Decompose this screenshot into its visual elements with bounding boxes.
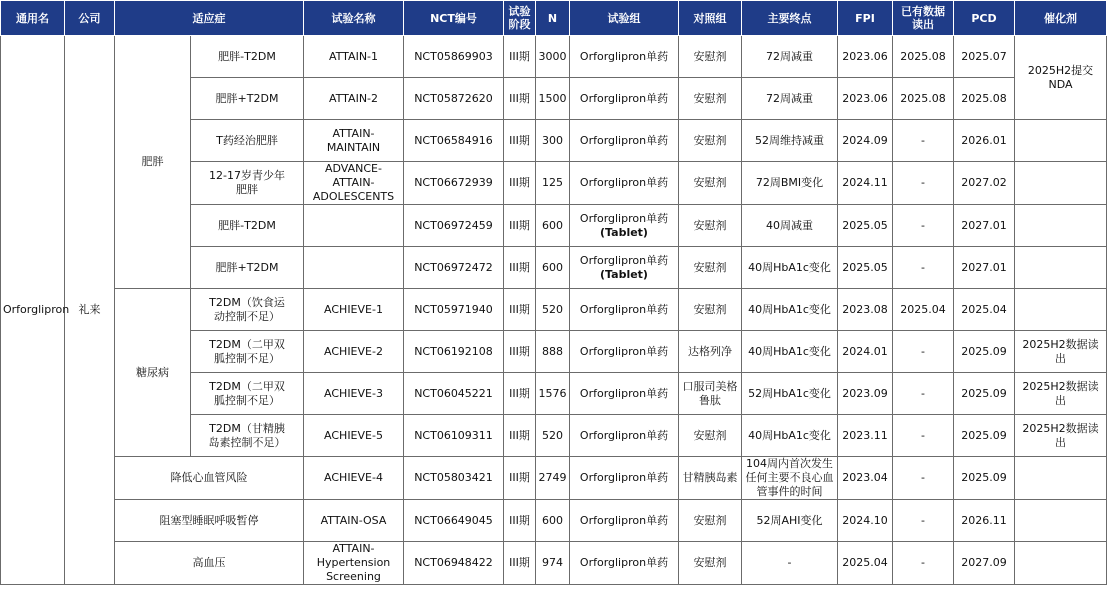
arm-cell xyxy=(570,205,679,247)
control-cell: 甘精胰岛素 xyxy=(679,457,742,500)
catalyst-cell xyxy=(1015,500,1107,542)
readout-cell: - xyxy=(893,500,954,542)
phase-cell: III期 xyxy=(504,542,536,585)
phase-cell: III期 xyxy=(504,36,536,78)
arm-drug-label: Orforglipron单药 xyxy=(579,49,669,63)
fpi-cell: 2023.04 xyxy=(838,457,893,500)
header-nct: NCT编号 xyxy=(404,1,504,36)
trial-name-cell: ATTAIN-OSA xyxy=(304,500,404,542)
control-cell: 安慰剂 xyxy=(679,205,742,247)
nct-cell: NCT06649045 xyxy=(404,500,504,542)
fpi-cell: 2023.09 xyxy=(838,373,893,415)
table-header-row xyxy=(1,1,1107,36)
arm-drug-label: Orforglipron单药 xyxy=(579,176,669,189)
endpoint-cell: 104周内首次发生 任何主要不良心血 管事件的时间 xyxy=(742,457,838,500)
arm-cell xyxy=(570,373,679,415)
catalyst-cell xyxy=(1015,120,1107,162)
readout-cell: 2025.04 xyxy=(893,289,954,331)
n-cell: 974 xyxy=(536,542,570,585)
trial-name-cell xyxy=(304,205,404,247)
trial-name-cell xyxy=(304,247,404,289)
readout-cell: - xyxy=(893,457,954,500)
endpoint-cell: 72周减重 xyxy=(742,36,838,78)
endpoint-cell: 40周HbA1c变化 xyxy=(742,247,838,289)
table-row xyxy=(1,542,1107,585)
arm-cell xyxy=(570,500,679,542)
fpi-cell: 2024.11 xyxy=(838,162,893,205)
trial-name-cell: ATTAIN- MAINTAIN xyxy=(304,120,404,162)
catalyst-cell: 2025H2数据读出 xyxy=(1015,331,1107,373)
indication-cell: T2DM（甘精胰 岛素控制不足） xyxy=(191,415,304,457)
control-cell: 安慰剂 xyxy=(679,289,742,331)
header-pcd: PCD xyxy=(954,1,1015,36)
arm-formulation-note: (Tablet) xyxy=(600,267,648,281)
company-cell: 礼来 xyxy=(65,36,115,585)
nct-cell: NCT06192108 xyxy=(404,331,504,373)
fpi-cell: 2024.01 xyxy=(838,331,893,373)
indication-cell: 12-17岁青少年 肥胖 xyxy=(191,162,304,205)
control-cell: 安慰剂 xyxy=(679,500,742,542)
control-cell: 安慰剂 xyxy=(679,78,742,120)
n-cell: 600 xyxy=(536,247,570,289)
nct-cell: NCT06948422 xyxy=(404,542,504,585)
arm-drug-label: Orforglipron单药 xyxy=(579,556,669,569)
table-row xyxy=(1,457,1107,500)
header-catalyst: 催化剂 xyxy=(1015,1,1107,36)
catalyst-cell: 2025H2数据读出 xyxy=(1015,415,1107,457)
header-n: N xyxy=(536,1,570,36)
arm-cell xyxy=(570,78,679,120)
header-control: 对照组 xyxy=(679,1,742,36)
arm-cell xyxy=(570,331,679,373)
indication-cell: 降低心血管风险 xyxy=(115,457,304,500)
endpoint-cell: 40周HbA1c变化 xyxy=(742,415,838,457)
fpi-cell: 2023.08 xyxy=(838,289,893,331)
phase-cell: III期 xyxy=(504,373,536,415)
fpi-cell: 2024.09 xyxy=(838,120,893,162)
n-cell: 888 xyxy=(536,331,570,373)
nct-cell: NCT05803421 xyxy=(404,457,504,500)
arm-cell xyxy=(570,542,679,585)
arm-cell xyxy=(570,289,679,331)
header-indication: 适应症 xyxy=(115,1,304,36)
control-cell: 安慰剂 xyxy=(679,415,742,457)
drug-name-cell: Orforglipron xyxy=(1,36,65,585)
pcd-cell: 2025.09 xyxy=(954,457,1015,500)
catalyst-cell xyxy=(1015,205,1107,247)
trial-name-cell: ACHIEVE-1 xyxy=(304,289,404,331)
n-cell: 1500 xyxy=(536,78,570,120)
indication-cell: T药经治肥胖 xyxy=(191,120,304,162)
group-obesity-cell: 肥胖 xyxy=(115,36,191,289)
arm-cell xyxy=(570,457,679,500)
phase-cell: III期 xyxy=(504,415,536,457)
nct-cell: NCT05872620 xyxy=(404,78,504,120)
phase-cell: III期 xyxy=(504,331,536,373)
trial-name-cell: ATTAIN-1 xyxy=(304,36,404,78)
indication-cell: T2DM（二甲双 胍控制不足） xyxy=(191,331,304,373)
arm-drug-label: Orforglipron单药 xyxy=(579,513,669,527)
arm-cell xyxy=(570,120,679,162)
n-cell: 2749 xyxy=(536,457,570,500)
nct-cell: NCT06584916 xyxy=(404,120,504,162)
readout-cell: - xyxy=(893,205,954,247)
arm-cell xyxy=(570,36,679,78)
phase-cell: III期 xyxy=(504,205,536,247)
phase-cell: III期 xyxy=(504,247,536,289)
pcd-cell: 2027.01 xyxy=(954,205,1015,247)
n-cell: 520 xyxy=(536,289,570,331)
header-trial-name: 试验名称 xyxy=(304,1,404,36)
pcd-cell: 2025.09 xyxy=(954,331,1015,373)
trial-name-cell: ACHIEVE-5 xyxy=(304,415,404,457)
n-cell: 600 xyxy=(536,500,570,542)
catalyst-cell: 2025H2数据读出 xyxy=(1015,373,1107,415)
arm-drug-label: Orforglipron单药 xyxy=(579,344,669,358)
header-company: 公司 xyxy=(65,1,115,36)
header-fpi: FPI xyxy=(838,1,893,36)
phase-cell: III期 xyxy=(504,162,536,205)
phase-cell: III期 xyxy=(504,500,536,542)
arm-drug-label: Orforglipron单药 xyxy=(579,428,669,442)
table-row xyxy=(1,500,1107,542)
n-cell: 520 xyxy=(536,415,570,457)
control-cell: 口服司美格 鲁肽 xyxy=(679,373,742,415)
trial-name-cell: ATTAIN-2 xyxy=(304,78,404,120)
trial-name-cell: ACHIEVE-2 xyxy=(304,331,404,373)
phase-cell: III期 xyxy=(504,78,536,120)
nct-cell: NCT06972472 xyxy=(404,247,504,289)
readout-cell: 2025.08 xyxy=(893,36,954,78)
pcd-cell: 2026.11 xyxy=(954,500,1015,542)
control-cell: 安慰剂 xyxy=(679,542,742,585)
arm-drug-label: Orforglipron单药 xyxy=(579,91,669,105)
group-diabetes-cell: 糖尿病 xyxy=(115,289,191,457)
endpoint-cell: 72周BMI变化 xyxy=(742,162,838,205)
nct-cell: NCT05971940 xyxy=(404,289,504,331)
indication-cell: 肥胖+T2DM xyxy=(191,247,304,289)
nct-cell: NCT06972459 xyxy=(404,205,504,247)
fpi-cell: 2023.06 xyxy=(838,78,893,120)
nct-cell: NCT06672939 xyxy=(404,162,504,205)
nct-cell: NCT06045221 xyxy=(404,373,504,415)
table-row xyxy=(1,36,1107,78)
readout-cell: - xyxy=(893,415,954,457)
header-readout: 已有数据 读出 xyxy=(893,1,954,36)
readout-cell: 2025.08 xyxy=(893,78,954,120)
endpoint-cell: - xyxy=(742,542,838,585)
endpoint-cell: 52周AHI变化 xyxy=(742,500,838,542)
header-phase: 试验 阶段 xyxy=(504,1,536,36)
trial-name-cell: ACHIEVE-4 xyxy=(304,457,404,500)
arm-drug-label: Orforglipron单药 xyxy=(579,471,669,484)
readout-cell: - xyxy=(893,373,954,415)
endpoint-cell: 52周维持减重 xyxy=(742,120,838,162)
header-endpoint: 主要终点 xyxy=(742,1,838,36)
indication-cell: 肥胖-T2DM xyxy=(191,36,304,78)
trial-name-cell: ADVANCE- ATTAIN- ADOLESCENTS xyxy=(304,162,404,205)
pcd-cell: 2025.04 xyxy=(954,289,1015,331)
arm-formulation-note: (Tablet) xyxy=(600,225,648,239)
fpi-cell: 2023.06 xyxy=(838,36,893,78)
readout-cell: - xyxy=(893,120,954,162)
pcd-cell: 2025.09 xyxy=(954,415,1015,457)
arm-drug-label: Orforglipron单药 xyxy=(579,253,669,267)
catalyst-cell xyxy=(1015,542,1107,585)
indication-cell: T2DM（饮食运 动控制不足） xyxy=(191,289,304,331)
catalyst-cell xyxy=(1015,162,1107,205)
readout-cell: - xyxy=(893,331,954,373)
endpoint-cell: 40周减重 xyxy=(742,205,838,247)
fpi-cell: 2024.10 xyxy=(838,500,893,542)
nct-cell: NCT05869903 xyxy=(404,36,504,78)
arm-cell xyxy=(570,247,679,289)
catalyst-cell: 2025H2提交 NDA xyxy=(1015,36,1107,120)
control-cell: 安慰剂 xyxy=(679,162,742,205)
phase-cell: III期 xyxy=(504,457,536,500)
trial-name-cell: ACHIEVE-3 xyxy=(304,373,404,415)
control-cell: 安慰剂 xyxy=(679,120,742,162)
fpi-cell: 2025.04 xyxy=(838,542,893,585)
indication-cell: 肥胖+T2DM xyxy=(191,78,304,120)
table-row xyxy=(1,289,1107,331)
arm-drug-label: Orforglipron单药 xyxy=(579,133,669,147)
indication-cell: T2DM（二甲双 胍控制不足） xyxy=(191,373,304,415)
n-cell: 3000 xyxy=(536,36,570,78)
fpi-cell: 2025.05 xyxy=(838,247,893,289)
control-cell: 达格列净 xyxy=(679,331,742,373)
trial-name-cell: ATTAIN- Hypertension Screening xyxy=(304,542,404,585)
endpoint-cell: 40周HbA1c变化 xyxy=(742,289,838,331)
arm-cell xyxy=(570,415,679,457)
endpoint-cell: 52周HbA1c变化 xyxy=(742,373,838,415)
catalyst-cell xyxy=(1015,457,1107,500)
header-generic-name: 通用名 xyxy=(1,1,65,36)
control-cell: 安慰剂 xyxy=(679,36,742,78)
arm-drug-label: Orforglipron单药 xyxy=(579,302,669,316)
fpi-cell: 2023.11 xyxy=(838,415,893,457)
header-arm: 试验组 xyxy=(570,1,679,36)
pcd-cell: 2025.07 xyxy=(954,36,1015,78)
n-cell: 300 xyxy=(536,120,570,162)
arm-drug-label: Orforglipron单药 xyxy=(579,386,669,400)
pcd-cell: 2027.01 xyxy=(954,247,1015,289)
arm-cell xyxy=(570,162,679,205)
indication-cell: 肥胖-T2DM xyxy=(191,205,304,247)
pcd-cell: 2027.02 xyxy=(954,162,1015,205)
catalyst-cell xyxy=(1015,247,1107,289)
n-cell: 1576 xyxy=(536,373,570,415)
readout-cell: - xyxy=(893,162,954,205)
pcd-cell: 2026.01 xyxy=(954,120,1015,162)
endpoint-cell: 72周减重 xyxy=(742,78,838,120)
indication-cell: 阻塞型睡眠呼吸暂停 xyxy=(115,500,304,542)
pcd-cell: 2025.08 xyxy=(954,78,1015,120)
nct-cell: NCT06109311 xyxy=(404,415,504,457)
phase-cell: III期 xyxy=(504,120,536,162)
readout-cell: - xyxy=(893,247,954,289)
indication-cell: 高血压 xyxy=(115,542,304,585)
readout-cell: - xyxy=(893,542,954,585)
pcd-cell: 2027.09 xyxy=(954,542,1015,585)
catalyst-cell xyxy=(1015,289,1107,331)
n-cell: 125 xyxy=(536,162,570,205)
n-cell: 600 xyxy=(536,205,570,247)
fpi-cell: 2025.05 xyxy=(838,205,893,247)
pcd-cell: 2025.09 xyxy=(954,373,1015,415)
phase-cell: III期 xyxy=(504,289,536,331)
endpoint-cell: 40周HbA1c变化 xyxy=(742,331,838,373)
control-cell: 安慰剂 xyxy=(679,247,742,289)
arm-drug-label: Orforglipron单药 xyxy=(579,211,669,225)
